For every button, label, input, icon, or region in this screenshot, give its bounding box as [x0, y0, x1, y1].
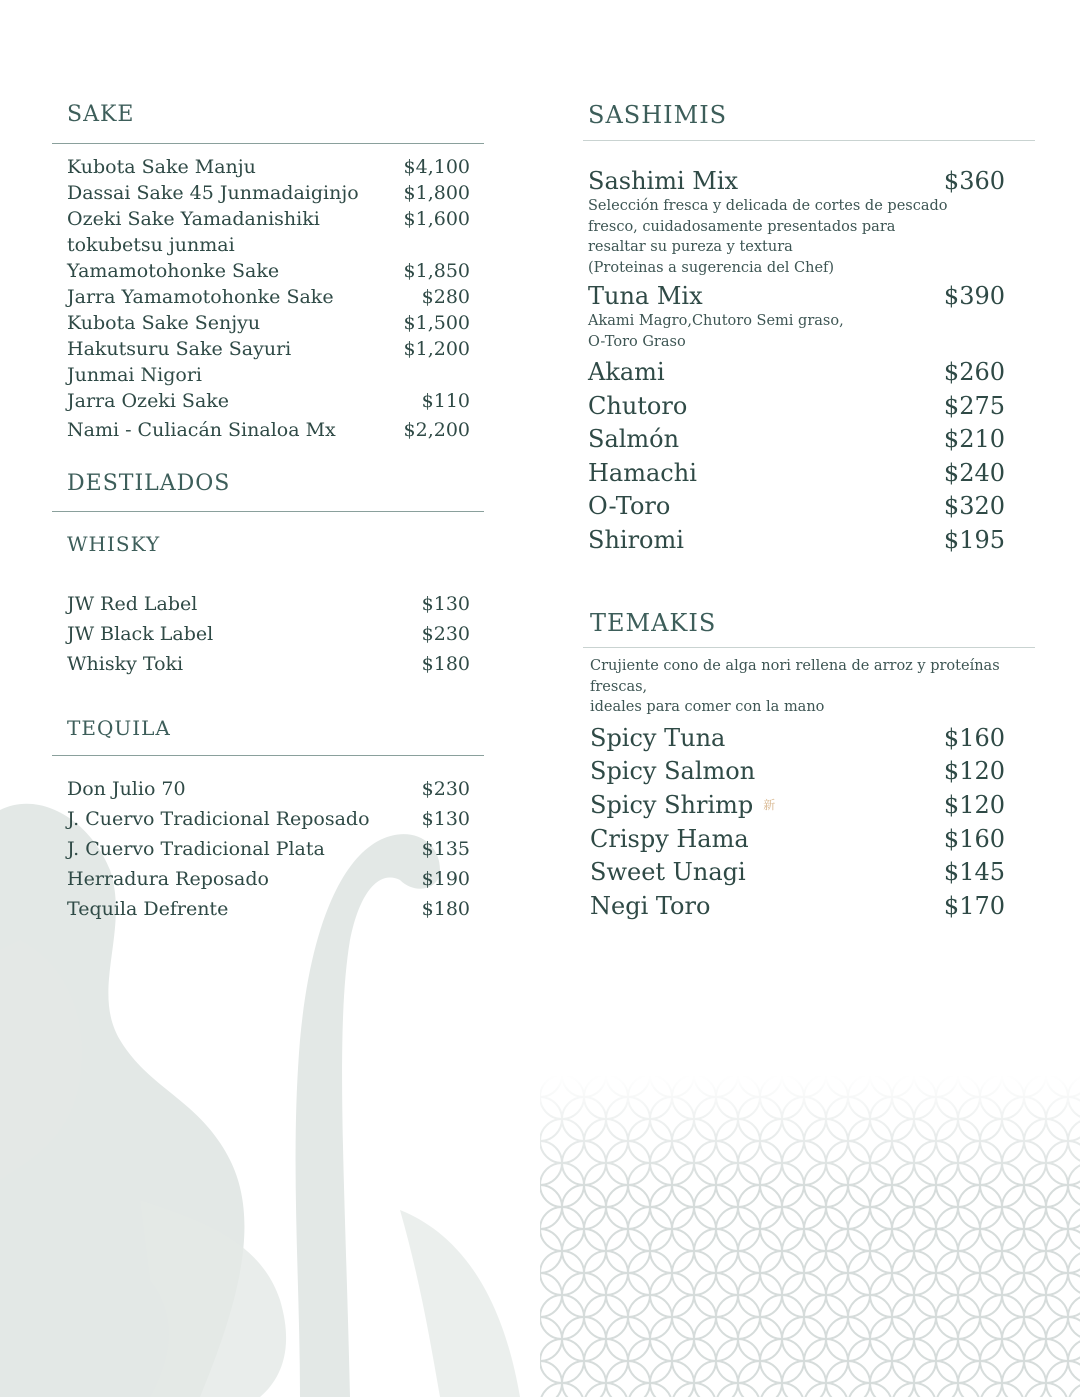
list-item: [52, 894, 484, 924]
new-mark-icon: 新: [763, 798, 776, 813]
list-item: [52, 774, 484, 804]
list-item: [583, 823, 1035, 857]
list-item: [583, 423, 1035, 457]
item-price: $195: [943, 525, 1005, 554]
item-name: Tequila Defrente: [67, 898, 229, 920]
item-price: $180: [421, 653, 470, 675]
item-name: Tuna Mix: [588, 282, 703, 310]
item-name: Hakutsuru Sake Sayuri Junmai Nigori: [67, 338, 292, 386]
destilados-title: DESTILADOS: [67, 471, 231, 496]
list-item: [52, 310, 484, 336]
list-item: [52, 180, 484, 206]
item-name: Salmón: [588, 425, 680, 453]
item-price: $1,800: [403, 182, 470, 204]
description-line: ideales para comer con la mano: [590, 699, 825, 715]
item-price: $145: [943, 858, 1005, 887]
list-item: [52, 154, 484, 180]
list-item: [52, 834, 484, 864]
list-item: [583, 789, 1035, 823]
description-line: O-Toro Graso: [588, 333, 686, 350]
item-price: $130: [421, 593, 470, 615]
list-item: [583, 356, 1035, 390]
list-item: [583, 390, 1035, 424]
list-item: [583, 722, 1035, 756]
list-item: [52, 284, 484, 310]
list-item: [583, 755, 1035, 789]
list-item: [52, 649, 484, 679]
item-price: $170: [943, 891, 1005, 920]
item-price: $135: [421, 838, 470, 860]
sashimis-title: SASHIMIS: [588, 101, 728, 129]
description-line: fresco, cuidadosamente presentados para: [588, 218, 896, 235]
temakis-list: [583, 722, 1035, 924]
item-price: $240: [943, 458, 1005, 487]
item-price: $130: [421, 808, 470, 830]
item-name: Dassai Sake 45 Junmadaiginjo: [67, 182, 359, 204]
item-name: Chutoro: [588, 391, 688, 420]
item-price: $160: [943, 824, 1005, 853]
list-item: [52, 336, 484, 388]
right-column: [583, 100, 1035, 923]
item-name: Yamamotohonke Sake: [67, 260, 280, 282]
sashimis-divider: [583, 140, 1035, 141]
list-item: [583, 524, 1035, 558]
item-description: [583, 196, 1035, 278]
description-line: Crujiente cono de alga nori rellena de arroz y proteínas frescas,: [590, 658, 1000, 695]
item-price: $1,500: [403, 312, 470, 334]
sashimi-cuts: [583, 356, 1035, 557]
list-item: [583, 281, 1035, 311]
item-name: JW Black Label: [67, 623, 214, 645]
list-item: [583, 457, 1035, 491]
item-price: $2,200: [403, 419, 470, 441]
tequila-list: [52, 774, 484, 924]
item-price: $120: [943, 757, 1005, 785]
item-name: Kubota Sake Senjyu: [67, 312, 261, 334]
item-name: Spicy Tuna: [590, 723, 726, 752]
temakis-divider: [583, 647, 1035, 648]
list-item: [52, 417, 484, 443]
item-name: Akami: [588, 358, 665, 386]
item-price: $230: [421, 623, 470, 645]
item-name: Crispy Hama: [590, 824, 749, 853]
item-name: Shiromi: [588, 525, 684, 554]
description-line: Akami Magro,Chutoro Semi graso,: [588, 313, 844, 329]
item-price: $190: [421, 868, 470, 890]
list-item: [52, 206, 484, 258]
whisky-list: [52, 589, 484, 679]
item-price: $390: [943, 282, 1005, 310]
description-line: resaltar su pureza y textura: [588, 239, 793, 255]
sake-title: SAKE: [67, 102, 135, 127]
item-price: $280: [421, 286, 470, 308]
item-price: $1,600: [403, 208, 470, 230]
sake-list: [52, 154, 484, 443]
item-name: Whisky Toki: [67, 653, 184, 675]
whisky-title: WHISKY: [67, 532, 161, 556]
item-name: J. Cuervo Tradicional Plata: [67, 838, 325, 860]
item-price: $230: [421, 778, 470, 800]
item-price: $160: [943, 723, 1005, 752]
item-name: Ozeki Sake Yamadanishiki tokubetsu junmai: [67, 208, 320, 256]
item-name: Don Julio 70: [67, 778, 186, 800]
description-line: Selección fresca y delicada de cortes de pescado: [588, 198, 948, 214]
description-line: (Proteinas a sugerencia del Chef): [588, 259, 835, 276]
tequila-title: TEQUILA: [67, 716, 171, 740]
item-price: $110: [421, 390, 470, 412]
item-price: $210: [943, 425, 1005, 453]
item-price: $260: [943, 358, 1005, 386]
item-price: $320: [943, 492, 1005, 520]
list-item: [583, 856, 1035, 890]
item-price: $360: [943, 167, 1005, 195]
item-name: J. Cuervo Tradicional Reposado: [67, 808, 370, 830]
list-item: [52, 258, 484, 284]
list-item: [583, 490, 1035, 524]
item-name: Negi Toro: [590, 891, 711, 920]
list-item: [52, 804, 484, 834]
item-name: JW Red Label: [67, 593, 198, 615]
item-name: Sweet Unagi: [590, 858, 746, 887]
tequila-divider: [52, 755, 484, 756]
temakis-title: TEMAKIS: [590, 609, 717, 637]
list-item: [52, 388, 484, 414]
item-price: $1,200: [403, 338, 470, 360]
item-name: Herradura Reposado: [67, 868, 269, 890]
item-description: [583, 311, 1035, 352]
item-price: $1,850: [403, 260, 470, 282]
item-name: Hamachi: [588, 458, 697, 487]
list-item: [52, 619, 484, 649]
item-name: Jarra Yamamotohonke Sake: [67, 286, 334, 308]
sashimis-list: [583, 166, 1035, 557]
item-name: Spicy Salmon: [590, 757, 756, 785]
item-name: Kubota Sake Manju: [67, 156, 256, 178]
item-name: [590, 789, 944, 823]
circle-pattern-decoration-icon: [540, 1075, 1080, 1397]
item-price: $4,100: [403, 156, 470, 178]
list-item: [52, 864, 484, 894]
list-item: [583, 166, 1035, 196]
list-item: [583, 890, 1035, 924]
item-name: Nami - Culiacán Sinaloa Mx: [67, 419, 336, 441]
left-column: [52, 100, 484, 924]
list-item: [52, 589, 484, 619]
item-price: $120: [943, 790, 1005, 819]
item-name: O-Toro: [588, 492, 671, 520]
destilados-divider: [52, 511, 484, 512]
item-name: Sashimi Mix: [588, 167, 739, 195]
item-price: $275: [943, 391, 1005, 420]
temakis-description: [583, 656, 1035, 718]
item-price: $180: [421, 898, 470, 920]
item-name-text: Spicy Shrimp: [590, 790, 754, 819]
sake-divider: [52, 143, 484, 144]
item-name: Jarra Ozeki Sake: [67, 390, 230, 412]
